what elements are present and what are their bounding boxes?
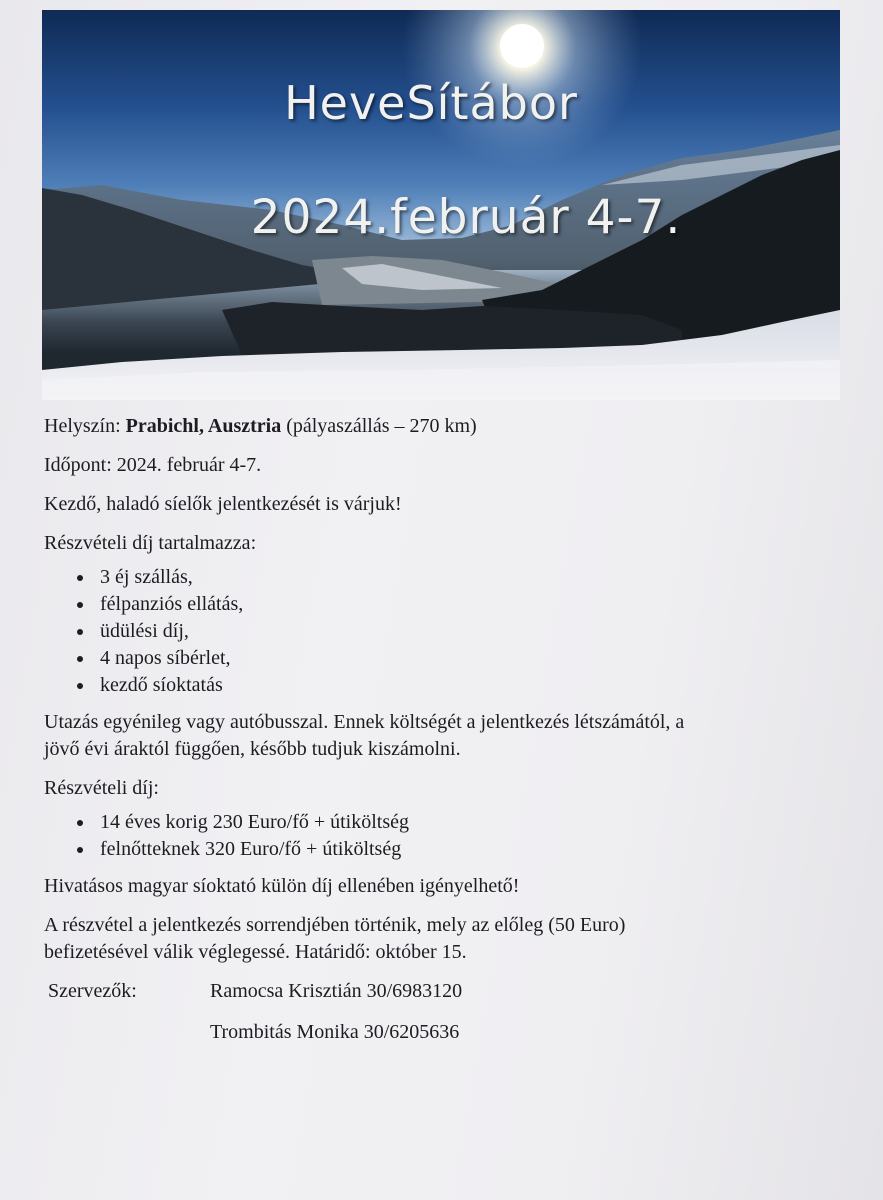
includes-heading: Részvételi díj tartalmazza:: [44, 532, 257, 554]
organizer-contact: Ramocsa Krisztián 30/6983120: [210, 980, 463, 1002]
location-line: [44, 413, 844, 440]
list-item: félpanziós ellátás,: [44, 591, 844, 618]
banner-image: [42, 10, 840, 400]
fees-list: [44, 809, 844, 863]
list-item: üdülési díj,: [44, 618, 844, 645]
registration-line-1: A részvétel a jelentkezés sorrendjében történik, mely az előleg (50 Euro): [44, 914, 626, 936]
banner-title: HeveSítábor: [284, 76, 578, 130]
instructor-line: Hivatásos magyar síoktató külön díj ellenében igényelhető!: [44, 875, 520, 897]
organizer-row: [44, 1019, 844, 1046]
list-item: 3 éj szállás,: [44, 564, 844, 591]
list-item: kezdő síoktatás: [44, 672, 844, 699]
travel-line-1: Utazás egyénileg vagy autóbusszal. Ennek költségét a jelentkezés létszámától, a: [44, 711, 685, 733]
registration-line-2: befizetésével válik véglegessé. Határidő: október 15.: [44, 941, 467, 963]
banner-date: 2024.február 4-7.: [250, 190, 682, 245]
date-line: Időpont: 2024. február 4-7.: [44, 454, 262, 476]
location-note: (pályaszállás – 270 km): [286, 415, 477, 437]
location-label: Helyszín:: [44, 415, 121, 437]
organizer-row: [44, 978, 844, 1005]
list-item: felnőtteknek 320 Euro/fő + útiköltség: [44, 836, 844, 863]
sun: [500, 24, 544, 68]
travel-line-2: jövő évi áraktól függően, később tudjuk kiszámolni.: [44, 738, 461, 760]
list-item: 4 napos síbérlet,: [44, 645, 844, 672]
organizers-label: Szervezők:: [48, 980, 137, 1002]
location-place: Prabichl, Ausztria: [125, 415, 282, 437]
fees-heading: Részvételi díj:: [44, 777, 159, 799]
flyer-body: [44, 413, 844, 1046]
includes-list: [44, 564, 844, 699]
list-item: 14 éves korig 230 Euro/fő + útiköltség: [44, 809, 844, 836]
welcome-line: Kezdő, haladó síelők jelentkezését is várjuk!: [44, 493, 402, 515]
organizer-contact: Trombitás Monika 30/6205636: [210, 1021, 460, 1043]
